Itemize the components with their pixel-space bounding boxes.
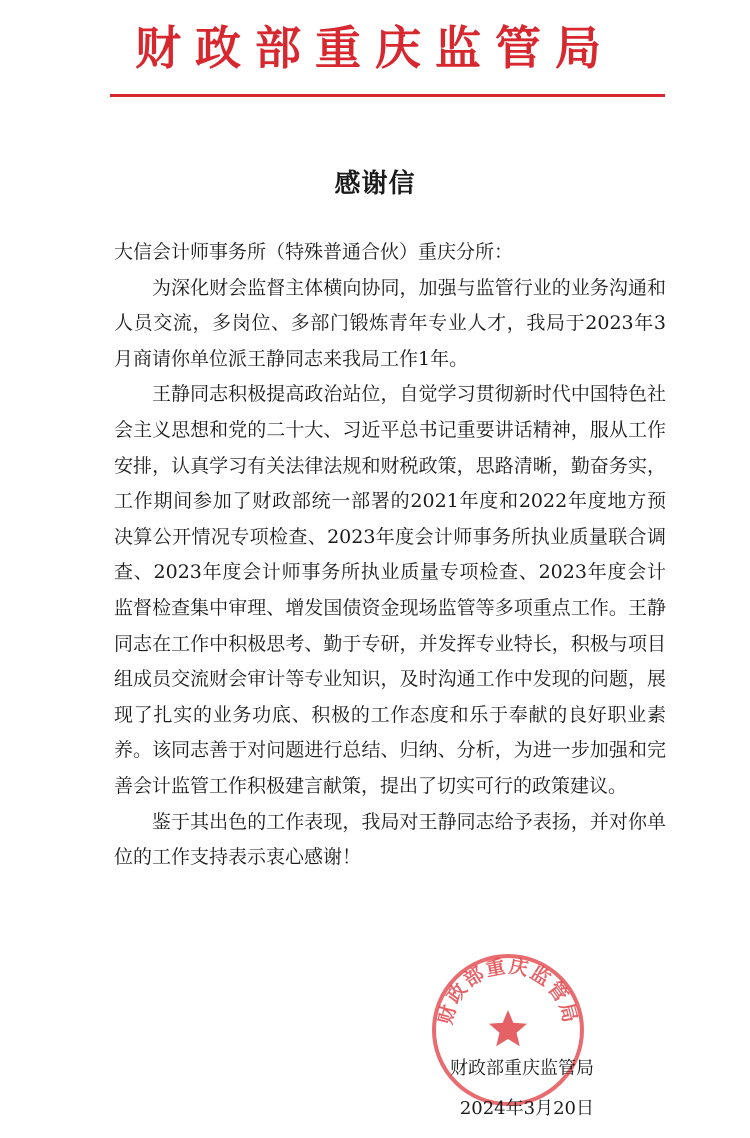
seal-text: 财政部重庆监管局 — [434, 955, 582, 1027]
letter-salutation: 大信会计师事务所（特殊普通合伙）重庆分所： — [114, 241, 514, 263]
letter-paragraph-2: 王静同志积极提高政治站位，自觉学习贯彻新时代中国特色社会主义思想和党的二十大、习近平总书记重要讲话精神，服从工作安排，认真学习有关法律法规和财税政策，思路清晰，勤奋务实，工作期间参加了财政部统一部署的2021年度和2022年度地方预决算公开情况专项检查、2023年度会计师事务所执业质量联合调查、2023年度会计师事务所执业质量专项检查、2023年度会计监督检查集中审理、增发国债资金现场监管等多项重点工作。王静同志在工作中积极思考、勤于专研，并发挥专业特长，积极与项目组成员交流财会审计等专业知识，及时沟通工作中发现的问题，展现了扎实的业务功底、积极的工作态度和乐于奉献的良好职业素养。该同志善于对问题进行总结、归纳、分析，为进一步加强和完善会计监管工作积极建言献策，提出了切实可行的政策建议。 — [114, 383, 666, 797]
letterhead-divider — [110, 94, 665, 97]
letterhead-org: 财政部重庆监管局 — [135, 21, 615, 75]
letter-paragraph-1: 为深化财会监督主体横向协同，加强与监管行业的业务沟通和人员交流，多岗位、多部门锻炼青年专业人才，我局于2023年3月商请你单位派王静同志来我局工作1年。 — [114, 276, 666, 370]
signature-org: 财政部重庆监管局 — [450, 1058, 594, 1079]
seal-star-icon — [489, 1010, 527, 1046]
signature-date: 2024年3月20日 — [459, 1098, 594, 1119]
letter-title: 感谢信 — [334, 169, 416, 199]
official-seal — [428, 950, 588, 1110]
letter-body — [114, 235, 666, 876]
letter-paragraph-3: 鉴于其出色的工作表现，我局对王静同志给予表扬，并对你单位的工作支持表示衷心感谢！ — [114, 810, 666, 869]
